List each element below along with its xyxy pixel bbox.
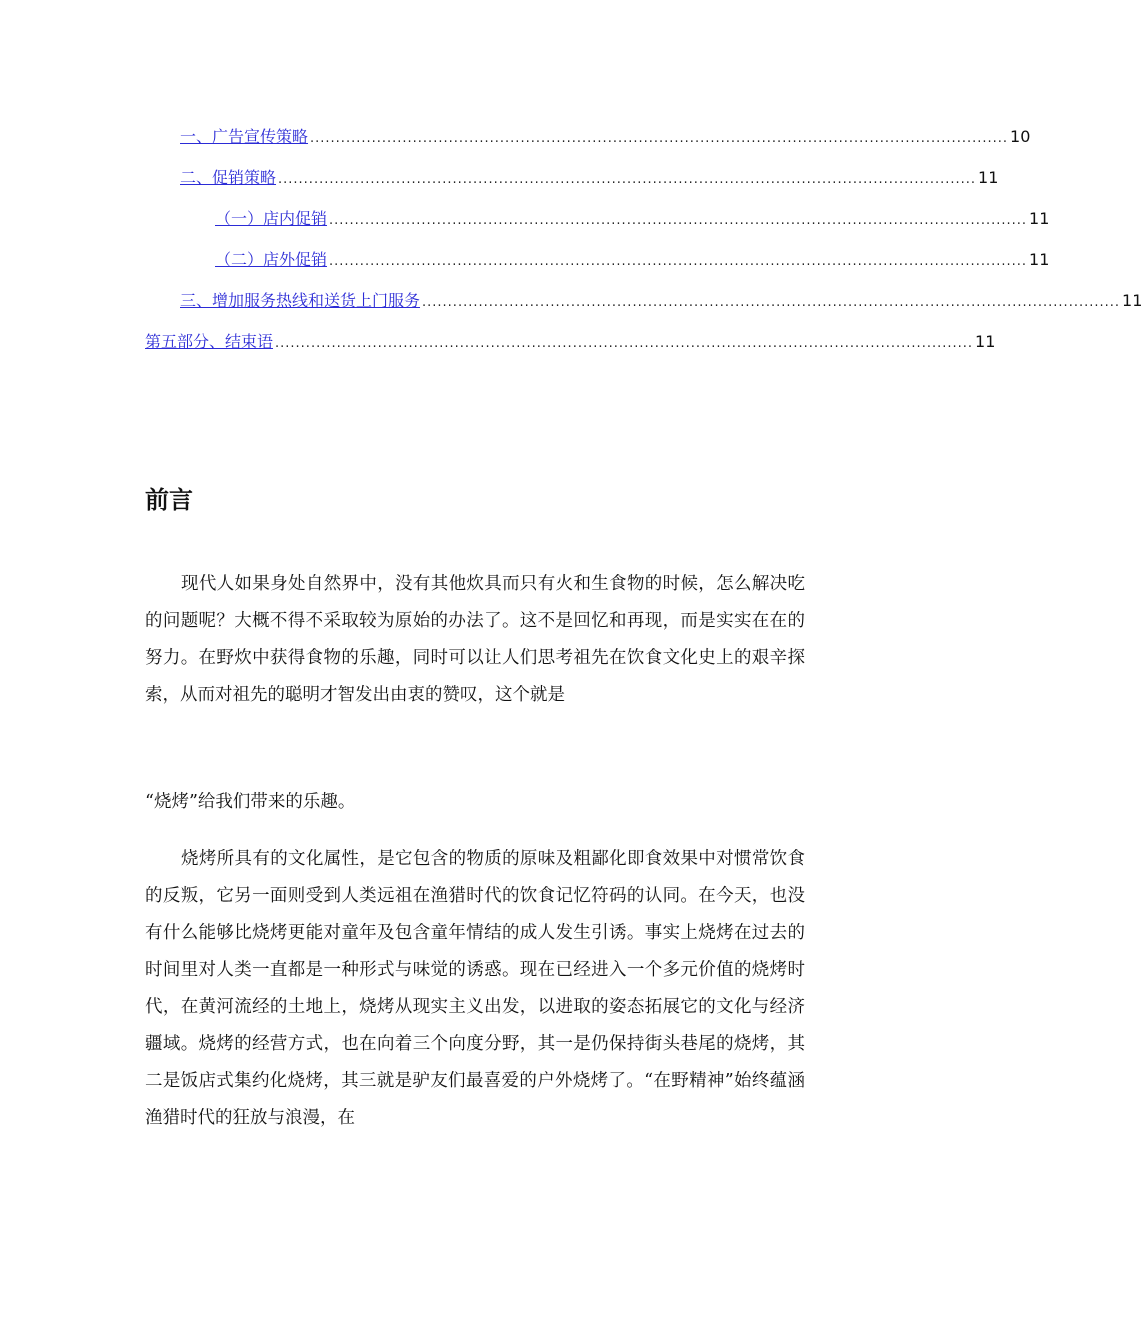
toc-leader-dots: ........................................................................................................................................ [329, 254, 1028, 269]
toc-leader-dots: ........................................................................................................................................ [329, 213, 1028, 228]
body-paragraph: 现代人如果身处自然界中，没有其他炊具而只有火和生食物的时候，怎么解决吃的问题呢？大概不得不采取较为原始的办法了。这不是回忆和再现，而是实实在在的努力。在野炊中获得食物的乐趣，同时可以让人们思考祖先在饮食文化史上的艰辛探索，从而对祖先的聪明才智发出由衷的赞叹，这个就是 [145, 574, 805, 705]
toc-page-number: 11 [1029, 250, 1050, 269]
toc-page-number: 10 [1010, 127, 1031, 146]
toc-entry[interactable] [180, 124, 1031, 150]
toc-entry[interactable] [145, 329, 996, 355]
toc-link[interactable]: 三、增加服务热线和送货上门服务 [180, 291, 421, 310]
toc-leader-dots: ........................................................................................................................................ [310, 131, 1009, 146]
toc-page-number: 11 [978, 168, 999, 187]
toc-entry[interactable] [180, 288, 1142, 314]
body-paragraph: “烧烤”给我们带来的乐趣。 [145, 792, 356, 812]
toc-entry[interactable] [215, 247, 1050, 273]
toc-link[interactable]: 二、促销策略 [180, 168, 277, 187]
body-paragraph: 烧烤所具有的文化属性，是它包含的物质的原味及粗鄙化即食效果中对惯常饮食的反叛，它另一面则受到人类远祖在渔猎时代的饮食记忆符码的认同。在今天，也没有什么能够比烧烤更能对童年及包含童年情结的成人发生引诱。事实上烧烤在过去的时间里对人类一直都是一种形式与味觉的诱惑。现在已经进入一个多元价值的烧烤时代，在黄河流经的土地上，烧烤从现实主义出发，以进取的姿态拓展它的文化与经济疆域。烧烤的经营方式，也在向着三个向度分野，其一是仍保持街头巷尾的烧烤，其二是饭店式集约化烧烤，其三就是驴友们最喜爱的户外烧烤了。“在野精神”始终蕴涵渔猎时代的狂放与浪漫，在 [145, 849, 805, 1128]
toc-leader-dots: ........................................................................................................................................ [422, 295, 1121, 310]
toc-link[interactable]: （二）店外促销 [215, 250, 328, 269]
toc-page-number: 11 [1122, 291, 1142, 310]
toc-leader-dots: ........................................................................................................................................ [275, 336, 974, 351]
toc-link[interactable]: 第五部分、结束语 [145, 332, 274, 351]
toc-link[interactable]: （一）店内促销 [215, 209, 328, 228]
toc-entry[interactable] [180, 165, 999, 191]
toc-leader-dots: ........................................................................................................................................ [278, 172, 977, 187]
section-heading: 前言 [145, 486, 193, 514]
toc-page-number: 11 [975, 332, 996, 351]
toc-page-number: 11 [1029, 209, 1050, 228]
toc-link[interactable]: 一、广告宣传策略 [180, 127, 309, 146]
toc-entry[interactable] [215, 206, 1050, 232]
